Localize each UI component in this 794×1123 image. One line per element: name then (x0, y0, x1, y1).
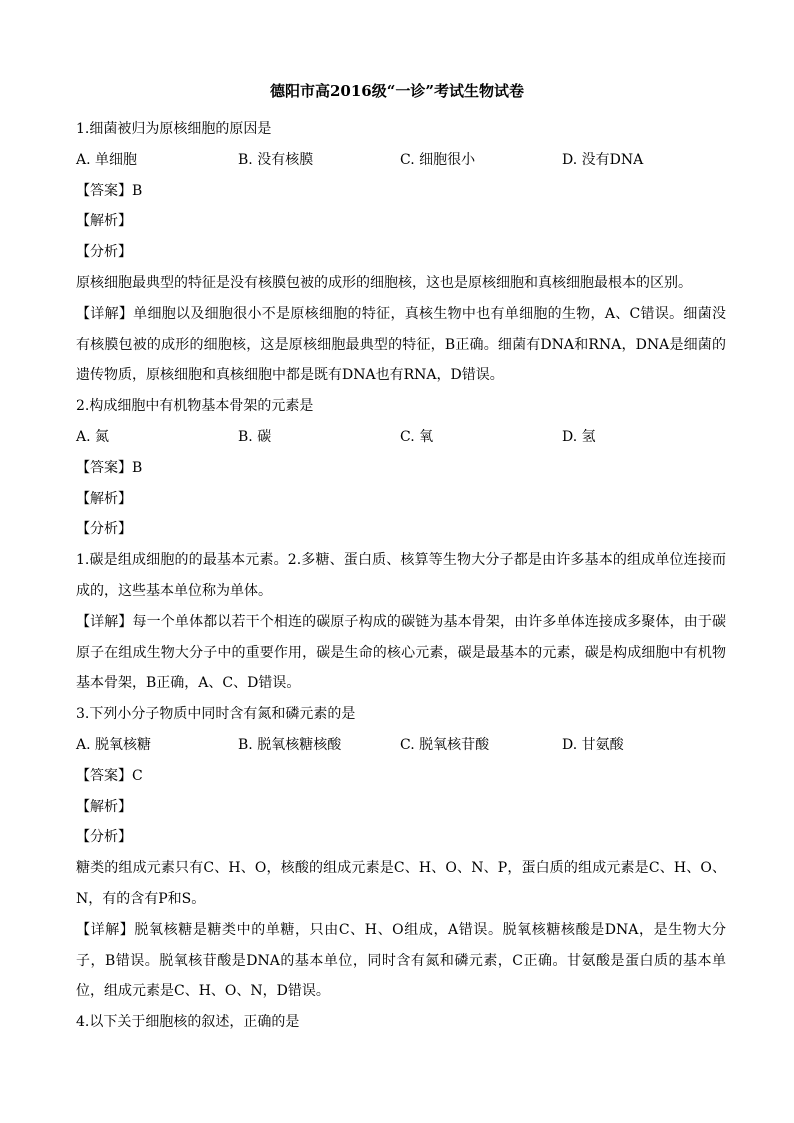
option-d: D. 氢 (562, 428, 596, 445)
option-b: B. 没有核膜 (238, 151, 314, 168)
question-1-jiexi-heading: 【解析】 (76, 213, 132, 230)
question-3-options (76, 730, 726, 761)
question-3-jiexi-heading: 【解析】 (76, 798, 132, 815)
question-1-analysis: 原核细胞最典型的特征是没有核膜包被的成形的细胞核，这也是原核细胞和真核细胞最根本的区别。 (76, 274, 692, 291)
option-b: B. 碳 (238, 428, 272, 445)
question-3-stem: 3.下列小分子物质中同时含有氮和磷元素的是 (76, 706, 356, 723)
question-2-fenxi-heading: 【分析】 (76, 521, 132, 538)
question-2-jiexi-heading: 【解析】 (76, 490, 132, 507)
option-d: D. 甘氨酸 (562, 736, 624, 753)
option-a: A. 单细胞 (76, 151, 138, 168)
option-c: C. 氧 (400, 428, 434, 445)
question-1-fenxi-heading: 【分析】 (76, 244, 132, 261)
question-2-analysis: 1.碳是组成细胞的的最基本元素。2.多糖、蛋白质、核算等生物大分子都是由许多基本的组成单位连接而成的，这些基本单位称为单体。 (76, 552, 726, 599)
question-4-stem: 4.以下关于细胞核的叙述，正确的是 (76, 1014, 300, 1031)
option-a: A. 氮 (76, 428, 110, 445)
question-3-answer: 【答案】C (76, 767, 143, 784)
question-1-detail: 【详解】单细胞以及细胞很小不是原核细胞的特征，真核生物中也有单细胞的生物，A、C错误。细菌没有核膜包被的成形的细胞核，这是原核细胞最典型的特征，B正确。细菌有DNA和RNA，DNA是细菌的遗传物质，原核细胞和真核细胞中都是既有DNA也有RNA，D错误。 (76, 305, 726, 384)
question-3-analysis: 糖类的组成元素只有C、H、O，核酸的组成元素是C、H、O、N、P，蛋白质的组成元素是C、H、O、N，有的含有P和S。 (76, 860, 726, 907)
option-c: C. 细胞很小 (400, 151, 476, 168)
option-b: B. 脱氧核糖核酸 (238, 736, 342, 753)
question-2-options (76, 422, 726, 453)
question-3-fenxi-heading: 【分析】 (76, 829, 132, 846)
option-c: C. 脱氧核苷酸 (400, 736, 490, 753)
question-2-answer: 【答案】B (76, 459, 143, 476)
question-2-stem: 2.构成细胞中有机物基本骨架的元素是 (76, 398, 314, 415)
question-1-stem: 1.细菌被归为原核细胞的原因是 (76, 121, 272, 137)
question-1-answer: 【答案】B (76, 182, 143, 199)
question-1-options (76, 145, 726, 176)
question-3-detail: 【详解】脱氧核糖是糖类中的单糖，只由C、H、O组成，A错误。脱氧核糖核酸是DNA，是生物大分子，B错误。脱氧核苷酸是DNA的基本单位，同时含有氮和磷元素，C正确。甘氨酸是蛋白质的基本单位，组成元素是C、H、O、N，D错误。 (76, 921, 726, 1000)
document-body (76, 114, 726, 1038)
page-title: 德阳市高2016级“一诊”考试生物试卷 (269, 82, 524, 100)
question-2-detail: 【详解】每一个单体都以若干个相连的碳原子构成的碳链为基本骨架，由许多单体连接成多聚体，由于碳原子在组成生物大分子中的重要作用，碳是生命的核心元素，碳是最基本的元素，碳是构成细胞中有机物基本骨架，B正确，A、C、D错误。 (76, 613, 726, 692)
option-a: A. 脱氧核糖 (76, 736, 152, 753)
option-d: D. 没有DNA (562, 151, 644, 168)
